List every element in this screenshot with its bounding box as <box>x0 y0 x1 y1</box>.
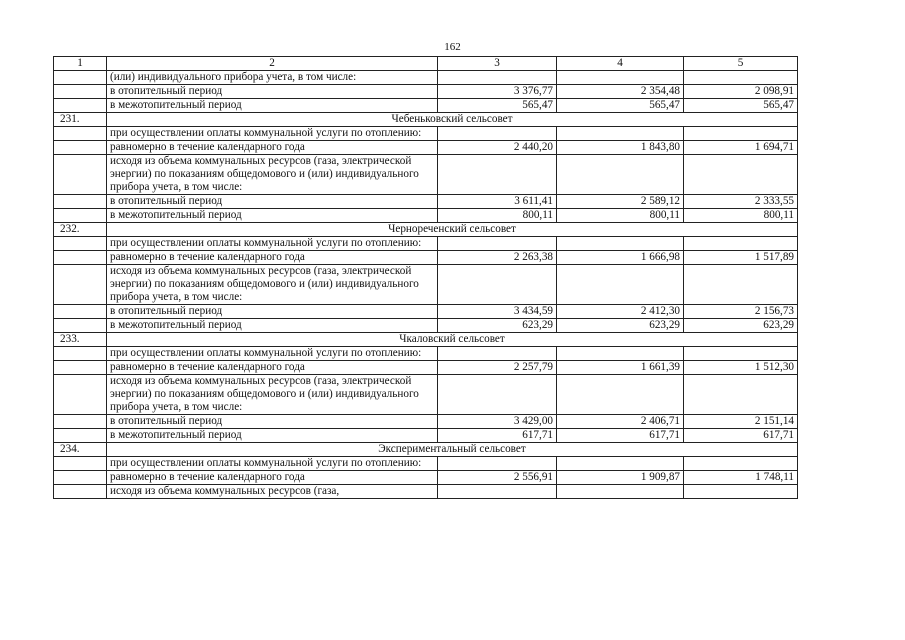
value-col-3: 565,47 <box>438 99 557 113</box>
value-col-4 <box>557 265 684 305</box>
table-header-row <box>54 57 798 71</box>
table-row <box>54 429 798 443</box>
table-row <box>54 265 798 305</box>
value-col-4: 565,47 <box>557 99 684 113</box>
section-name: Чебеньковский сельсовет <box>107 113 798 127</box>
value-col-4 <box>557 237 684 251</box>
value-col-5: 2 098,91 <box>684 85 798 99</box>
value-col-3 <box>438 237 557 251</box>
row-description: в межотопительный период <box>107 99 438 113</box>
empty-number-cell <box>54 141 107 155</box>
value-col-5 <box>684 347 798 361</box>
empty-number-cell <box>54 429 107 443</box>
header-col-2: 2 <box>107 57 438 71</box>
empty-number-cell <box>54 251 107 265</box>
value-col-4: 2 354,48 <box>557 85 684 99</box>
empty-number-cell <box>54 237 107 251</box>
value-col-3: 2 263,38 <box>438 251 557 265</box>
row-description: при осуществлении оплаты коммунальной услуги по отоплению: <box>107 457 438 471</box>
table-row <box>54 237 798 251</box>
empty-number-cell <box>54 209 107 223</box>
value-col-5: 2 333,55 <box>684 195 798 209</box>
value-col-3: 3 434,59 <box>438 305 557 319</box>
empty-number-cell <box>54 99 107 113</box>
value-col-5: 1 517,89 <box>684 251 798 265</box>
value-col-5: 565,47 <box>684 99 798 113</box>
value-col-5 <box>684 457 798 471</box>
value-col-4: 1 661,39 <box>557 361 684 375</box>
row-description: равномерно в течение календарного года <box>107 141 438 155</box>
table-row <box>54 485 798 499</box>
value-col-3: 3 376,77 <box>438 85 557 99</box>
table-body <box>54 71 798 499</box>
row-description: при осуществлении оплаты коммунальной услуги по отоплению: <box>107 347 438 361</box>
section-name: Чкаловский сельсовет <box>107 333 798 347</box>
empty-number-cell <box>54 85 107 99</box>
row-description: исходя из объема коммунальных ресурсов (газа, электрической энергии) по показаниям общедомового и (или) индивидуального прибора учета, в том числе: <box>107 375 438 415</box>
value-col-4: 2 589,12 <box>557 195 684 209</box>
empty-number-cell <box>54 471 107 485</box>
row-description: в отопительный период <box>107 195 438 209</box>
row-description: в межотопительный период <box>107 319 438 333</box>
value-col-3 <box>438 265 557 305</box>
value-col-4 <box>557 457 684 471</box>
table-row <box>54 85 798 99</box>
value-col-3 <box>438 457 557 471</box>
value-col-4 <box>557 155 684 195</box>
value-col-5: 2 156,73 <box>684 305 798 319</box>
value-col-5 <box>684 485 798 499</box>
value-col-3: 2 257,79 <box>438 361 557 375</box>
value-col-4: 800,11 <box>557 209 684 223</box>
section-number: 234. <box>54 443 107 457</box>
table-row <box>54 155 798 195</box>
value-col-3 <box>438 375 557 415</box>
section-number: 232. <box>54 223 107 237</box>
header-col-1: 1 <box>54 57 107 71</box>
table-row <box>54 209 798 223</box>
value-col-5 <box>684 71 798 85</box>
row-description: при осуществлении оплаты коммунальной услуги по отоплению: <box>107 237 438 251</box>
row-description: при осуществлении оплаты коммунальной услуги по отоплению: <box>107 127 438 141</box>
table-row <box>54 127 798 141</box>
value-col-3: 623,29 <box>438 319 557 333</box>
empty-number-cell <box>54 457 107 471</box>
value-col-3 <box>438 155 557 195</box>
value-col-5: 1 748,11 <box>684 471 798 485</box>
table-row <box>54 471 798 485</box>
value-col-4: 1 843,80 <box>557 141 684 155</box>
empty-number-cell <box>54 305 107 319</box>
section-number: 233. <box>54 333 107 347</box>
empty-number-cell <box>54 361 107 375</box>
header-col-5: 5 <box>684 57 798 71</box>
table-row <box>54 141 798 155</box>
value-col-4: 623,29 <box>557 319 684 333</box>
empty-number-cell <box>54 485 107 499</box>
value-col-5: 2 151,14 <box>684 415 798 429</box>
value-col-3: 2 556,91 <box>438 471 557 485</box>
empty-number-cell <box>54 71 107 85</box>
empty-number-cell <box>54 319 107 333</box>
empty-number-cell <box>54 195 107 209</box>
value-col-3 <box>438 127 557 141</box>
table-row <box>54 319 798 333</box>
table-row <box>54 99 798 113</box>
value-col-5: 617,71 <box>684 429 798 443</box>
value-col-5 <box>684 265 798 305</box>
value-col-4 <box>557 485 684 499</box>
row-description: исходя из объема коммунальных ресурсов (газа, <box>107 485 438 499</box>
section-header-row <box>54 223 798 237</box>
table-row <box>54 251 798 265</box>
table-row <box>54 305 798 319</box>
header-col-4: 4 <box>557 57 684 71</box>
section-name: Чернореченский сельсовет <box>107 223 798 237</box>
value-col-5 <box>684 127 798 141</box>
value-col-5: 1 512,30 <box>684 361 798 375</box>
value-col-5: 1 694,71 <box>684 141 798 155</box>
row-description: исходя из объема коммунальных ресурсов (газа, электрической энергии) по показаниям общедомового и (или) индивидуального прибора учета, в том числе: <box>107 265 438 305</box>
tariff-table <box>53 56 798 499</box>
table-row <box>54 195 798 209</box>
value-col-4: 2 412,30 <box>557 305 684 319</box>
table-row <box>54 71 798 85</box>
value-col-5 <box>684 155 798 195</box>
value-col-4: 617,71 <box>557 429 684 443</box>
empty-number-cell <box>54 265 107 305</box>
section-number: 231. <box>54 113 107 127</box>
empty-number-cell <box>54 347 107 361</box>
value-col-5 <box>684 237 798 251</box>
value-col-3: 617,71 <box>438 429 557 443</box>
value-col-3: 3 429,00 <box>438 415 557 429</box>
table-row <box>54 347 798 361</box>
value-col-4: 1 666,98 <box>557 251 684 265</box>
value-col-3: 3 611,41 <box>438 195 557 209</box>
row-description: в отопительный период <box>107 85 438 99</box>
table-row <box>54 457 798 471</box>
empty-number-cell <box>54 155 107 195</box>
value-col-3 <box>438 71 557 85</box>
row-description: в отопительный период <box>107 415 438 429</box>
value-col-3: 2 440,20 <box>438 141 557 155</box>
section-header-row <box>54 443 798 457</box>
value-col-3 <box>438 485 557 499</box>
page-number: 162 <box>444 41 461 53</box>
empty-number-cell <box>54 127 107 141</box>
section-name: Экспериментальный сельсовет <box>107 443 798 457</box>
section-header-row <box>54 333 798 347</box>
table-row <box>54 415 798 429</box>
row-description: равномерно в течение календарного года <box>107 361 438 375</box>
value-col-4: 2 406,71 <box>557 415 684 429</box>
row-description: в отопительный период <box>107 305 438 319</box>
value-col-3: 800,11 <box>438 209 557 223</box>
row-description: равномерно в течение календарного года <box>107 251 438 265</box>
section-header-row <box>54 113 798 127</box>
value-col-4 <box>557 375 684 415</box>
empty-number-cell <box>54 415 107 429</box>
empty-number-cell <box>54 375 107 415</box>
value-col-4: 1 909,87 <box>557 471 684 485</box>
row-description: равномерно в течение календарного года <box>107 471 438 485</box>
row-description: в межотопительный период <box>107 429 438 443</box>
value-col-4 <box>557 71 684 85</box>
row-description: исходя из объема коммунальных ресурсов (газа, электрической энергии) по показаниям общедомового и (или) индивидуального прибора учета, в том числе: <box>107 155 438 195</box>
value-col-3 <box>438 347 557 361</box>
value-col-4 <box>557 127 684 141</box>
value-col-5 <box>684 375 798 415</box>
header-col-3: 3 <box>438 57 557 71</box>
table-row <box>54 375 798 415</box>
table-row <box>54 361 798 375</box>
row-description: (или) индивидуального прибора учета, в том числе: <box>107 71 438 85</box>
value-col-5: 623,29 <box>684 319 798 333</box>
row-description: в межотопительный период <box>107 209 438 223</box>
value-col-4 <box>557 347 684 361</box>
value-col-5: 800,11 <box>684 209 798 223</box>
